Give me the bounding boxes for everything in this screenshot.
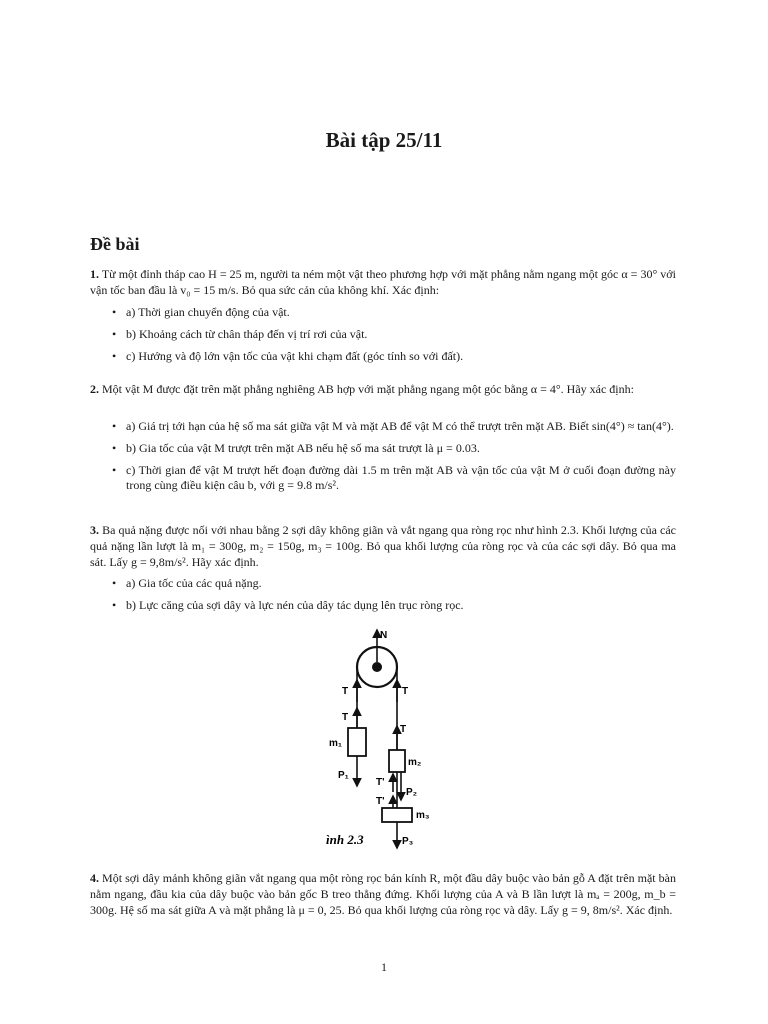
problem-2 bbox=[90, 381, 676, 397]
mass-m2 bbox=[389, 750, 405, 772]
list-item: • a) Gia tốc của các quả nặng. bbox=[112, 576, 676, 591]
problem-number: 4. bbox=[90, 871, 99, 885]
list-item: • c) Thời gian để vật M trượt hết đoạn đường dài 1.5 m trên mặt AB và vận tốc của vật M ở cuối đoạn đường này trong cùng điều kiện câu b, với g = 9.8 m/s². bbox=[112, 463, 676, 493]
label-T: T bbox=[400, 724, 407, 735]
mass-m3 bbox=[382, 808, 412, 822]
problem-3 bbox=[90, 522, 676, 570]
label-T: T bbox=[342, 712, 349, 723]
list-item: • c) Hướng và độ lớn vận tốc của vật khi chạm đất (góc tính so với đất). bbox=[112, 349, 676, 364]
problem-text: Một sợi dây mảnh không giãn vắt ngang qua một ròng rọc bán kính R, một đầu dây buộc vào bản gỗ A đặt trên mặt bàn nằm ngang, đầu kia của dây buộc vào bản gốc B treo thẳng đứng. Khối lượng của A và B lần lượt là mₐ = 200g, m_b = 300g. Hệ số ma sát giữa A và mặt phẳng là μ = 0, 25. Bỏ qua khối lượng của ròng rọc và dây. Lấy g = 9, 8m/s². Xác định. bbox=[90, 871, 676, 917]
label-m3: m₃ bbox=[416, 810, 430, 821]
problem-text: Ba quả nặng được nối với nhau bằng 2 sợi dây không giãn và vắt ngang qua ròng rọc như hình 2.3. Khối lượng của các quả nặng lần lượt là m₁ = 300g, m₂ = 150g, m₃ = 100g. Bỏ qua khối lượng của ròng rọc và của các sợi dây. Bỏ qua ma sát. Lấy g = 9,8m/s². Hãy xác định. bbox=[90, 523, 676, 569]
problem-text: Từ một đỉnh tháp cao H = 25 m, người ta ném một vật theo phương hợp với mặt phẳng nằm ngang một góc α = 30° với vận tốc ban đầu là v₀ = 15 m/s. Bỏ qua sức cản của không khí. Xác định: bbox=[90, 267, 676, 297]
list-item: • a) Thời gian chuyển động của vật. bbox=[112, 305, 676, 320]
problem-number: 3. bbox=[90, 523, 99, 537]
list-item: • b) Gia tốc của vật M trượt trên mặt AB nếu hệ số ma sát trượt là μ = 0.03. bbox=[112, 441, 676, 456]
problem-number: 2. bbox=[90, 382, 99, 396]
figure-caption: ình 2.3 bbox=[326, 832, 364, 847]
problem-number: 1. bbox=[90, 267, 99, 281]
label-N: N bbox=[380, 630, 388, 641]
list-item: • b) Lực căng của sợi dây và lực nén của dây tác dụng lên trục ròng rọc. bbox=[112, 598, 676, 613]
page-title: Bài tập 25/11 bbox=[325, 128, 443, 152]
mass-m1 bbox=[348, 728, 366, 756]
label-T-prime: T' bbox=[376, 796, 385, 807]
problem-1 bbox=[90, 266, 676, 298]
label-P1: P₁ bbox=[338, 770, 349, 781]
label-m1: m₁ bbox=[329, 738, 343, 749]
label-P3: P₃ bbox=[402, 836, 414, 847]
problem-4 bbox=[90, 870, 676, 918]
page-number: 1 bbox=[381, 960, 387, 974]
problem-text: Một vật M được đặt trên mặt phẳng nghiêng AB hợp với mặt phẳng ngang một góc bằng α = 4°. Hãy xác định: bbox=[102, 382, 634, 396]
label-P2: P₂ bbox=[406, 787, 418, 798]
problem-2-items bbox=[112, 419, 676, 500]
problem-3-items bbox=[112, 576, 676, 620]
label-T: T bbox=[402, 686, 409, 697]
pulley-figure bbox=[322, 620, 442, 852]
problem-1-items bbox=[112, 305, 676, 371]
label-m2: m₂ bbox=[408, 757, 422, 768]
list-item: • a) Giá trị tới hạn của hệ số ma sát giữa vật M và mặt AB để vật M có thể trượt trên mặt AB. Biết sin(4°) ≈ tan(4°). bbox=[112, 419, 676, 434]
pulley-axle bbox=[372, 662, 382, 672]
label-T-prime: T' bbox=[376, 777, 385, 788]
label-T: T bbox=[342, 686, 349, 697]
section-heading: Đề bài bbox=[90, 234, 140, 254]
list-item: • b) Khoảng cách từ chân tháp đến vị trí rơi của vật. bbox=[112, 327, 676, 342]
